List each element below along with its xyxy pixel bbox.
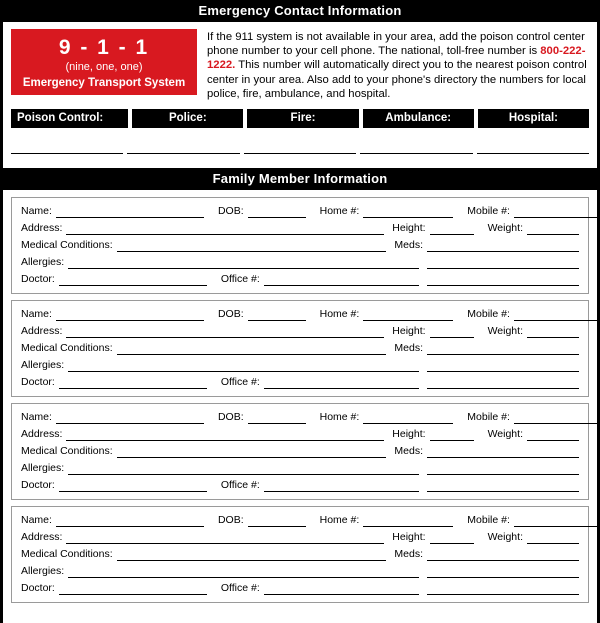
contact-label-police: Police: [132,109,243,128]
badge-subtitle: Emergency Transport System [22,77,186,89]
label-address: Address: [21,325,63,338]
label-mobile: Mobile #: [467,411,510,424]
input-office-phone[interactable] [264,274,419,286]
emergency-instructions [207,29,589,101]
label-office: Office #: [220,479,260,492]
member-row-allergies [21,462,579,475]
input-meds[interactable] [427,343,579,355]
input-allergies[interactable] [68,360,419,372]
input-weight[interactable] [527,223,579,235]
member-row-medical [21,239,579,252]
input-office-cont[interactable] [427,274,579,286]
member-row-name [21,308,579,321]
input-home-phone[interactable] [363,206,453,218]
input-allergies-cont[interactable] [427,257,579,269]
badge-number: 9 - 1 - 1 [58,36,150,59]
family-member-list [3,190,597,603]
input-dob[interactable] [248,412,306,424]
label-doctor: Doctor: [21,273,55,286]
label-weight: Weight: [487,222,523,235]
member-row-doctor [21,273,579,286]
member-row-allergies [21,256,579,269]
input-office-cont[interactable] [427,583,579,595]
label-dob: DOB: [217,308,244,321]
label-home: Home #: [319,308,360,321]
member-row-doctor [21,376,579,389]
member-row-doctor [21,582,579,595]
label-medical-conditions: Medical Conditions: [21,548,113,561]
member-row-address [21,325,579,338]
input-height[interactable] [430,532,474,544]
label-height: Height: [392,531,426,544]
label-address: Address: [21,531,63,544]
input-address[interactable] [66,429,384,441]
label-office: Office #: [220,273,260,286]
input-allergies[interactable] [68,566,419,578]
input-office-phone[interactable] [264,377,419,389]
label-dob: DOB: [217,514,244,527]
input-dob[interactable] [248,515,306,527]
member-row-doctor [21,479,579,492]
contact-line-ambulance[interactable] [360,142,472,154]
input-name[interactable] [56,309,204,321]
label-allergies: Allergies: [21,565,65,578]
label-medical-conditions: Medical Conditions: [21,342,113,355]
input-medical-conditions[interactable] [117,549,387,561]
input-home-phone[interactable] [363,412,453,424]
label-height: Height: [392,325,426,338]
family-member-card [11,197,589,294]
label-doctor: Doctor: [21,582,55,595]
input-weight[interactable] [527,429,579,441]
input-medical-conditions[interactable] [117,446,387,458]
input-name[interactable] [56,515,204,527]
label-doctor: Doctor: [21,376,55,389]
contact-line-hospital[interactable] [477,142,589,154]
badge-spelled: (nine, one, one) [65,61,143,73]
input-meds[interactable] [427,240,579,252]
input-allergies[interactable] [68,463,419,475]
member-row-allergies [21,359,579,372]
label-doctor: Doctor: [21,479,55,492]
input-office-cont[interactable] [427,377,579,389]
contact-label-bars [3,105,597,128]
label-home: Home #: [319,514,360,527]
input-weight[interactable] [527,532,579,544]
label-allergies: Allergies: [21,256,65,269]
label-mobile: Mobile #: [467,205,510,218]
member-row-address [21,222,579,235]
member-row-address [21,531,579,544]
input-address[interactable] [66,532,384,544]
input-home-phone[interactable] [363,515,453,527]
emergency-info-row [3,22,597,105]
member-row-medical [21,342,579,355]
label-weight: Weight: [487,428,523,441]
contact-line-fire[interactable] [244,142,356,154]
label-home: Home #: [319,205,360,218]
label-address: Address: [21,428,63,441]
label-medical-conditions: Medical Conditions: [21,239,113,252]
input-name[interactable] [56,206,204,218]
input-doctor[interactable] [59,377,207,389]
input-name[interactable] [56,412,204,424]
member-row-name [21,514,579,527]
label-home: Home #: [319,411,360,424]
contact-write-in-lines [3,128,597,154]
label-height: Height: [392,222,426,235]
input-mobile-phone[interactable] [514,412,600,424]
label-weight: Weight: [487,531,523,544]
contact-line-poison-control[interactable] [11,142,123,154]
label-allergies: Allergies: [21,462,65,475]
label-height: Height: [392,428,426,441]
input-allergies-cont[interactable] [427,566,579,578]
label-name: Name: [21,205,52,218]
member-row-medical [21,445,579,458]
contact-label-ambulance: Ambulance: [363,109,474,128]
emergency-text-part1: If the 911 system is not available in your area, add the poison control center phone number to your cell phone. The national, toll-free number is [207,31,585,58]
label-meds: Meds: [394,239,423,252]
poison-control-number: 800-222-1222. [207,45,586,72]
section-header-emergency: Emergency Contact Information [3,0,597,22]
input-medical-conditions[interactable] [117,240,387,252]
emergency-text-part2: This number will automatically direct you to the nearest poison control center in your area. Also add to your phone's directory the numbers for local police, fire, ambulance, and hospital. [207,59,587,100]
member-row-allergies [21,565,579,578]
input-weight[interactable] [527,326,579,338]
contact-line-police[interactable] [127,142,239,154]
label-name: Name: [21,514,52,527]
input-address[interactable] [66,223,384,235]
input-medical-conditions[interactable] [117,343,387,355]
label-allergies: Allergies: [21,359,65,372]
label-mobile: Mobile #: [467,514,510,527]
input-office-cont[interactable] [427,480,579,492]
input-address[interactable] [66,326,384,338]
contact-label-hospital: Hospital: [478,109,589,128]
input-mobile-phone[interactable] [514,206,600,218]
label-office: Office #: [220,376,260,389]
contact-label-poison-control: Poison Control: [11,109,128,128]
label-meds: Meds: [394,548,423,561]
input-allergies-cont[interactable] [427,360,579,372]
input-doctor[interactable] [59,480,207,492]
member-row-name [21,205,579,218]
input-height[interactable] [430,429,474,441]
family-member-card [11,300,589,397]
label-meds: Meds: [394,342,423,355]
member-row-medical [21,548,579,561]
input-doctor[interactable] [59,583,207,595]
spacer [3,154,597,168]
input-office-phone[interactable] [264,480,419,492]
label-meds: Meds: [394,445,423,458]
label-address: Address: [21,222,63,235]
label-medical-conditions: Medical Conditions: [21,445,113,458]
family-member-card [11,403,589,500]
label-weight: Weight: [487,325,523,338]
member-row-address [21,428,579,441]
label-dob: DOB: [217,411,244,424]
label-name: Name: [21,411,52,424]
input-office-phone[interactable] [264,583,419,595]
section-header-family: Family Member Information [3,168,597,190]
input-allergies[interactable] [68,257,419,269]
label-office: Office #: [220,582,260,595]
emergency-911-badge [11,29,197,95]
input-mobile-phone[interactable] [514,515,600,527]
label-name: Name: [21,308,52,321]
family-member-card [11,506,589,603]
label-dob: DOB: [217,205,244,218]
input-allergies-cont[interactable] [427,463,579,475]
input-dob[interactable] [248,206,306,218]
input-meds[interactable] [427,446,579,458]
input-height[interactable] [430,326,474,338]
input-mobile-phone[interactable] [514,309,600,321]
contact-label-fire: Fire: [247,109,358,128]
input-dob[interactable] [248,309,306,321]
input-doctor[interactable] [59,274,207,286]
input-meds[interactable] [427,549,579,561]
input-height[interactable] [430,223,474,235]
member-row-name [21,411,579,424]
label-mobile: Mobile #: [467,308,510,321]
input-home-phone[interactable] [363,309,453,321]
